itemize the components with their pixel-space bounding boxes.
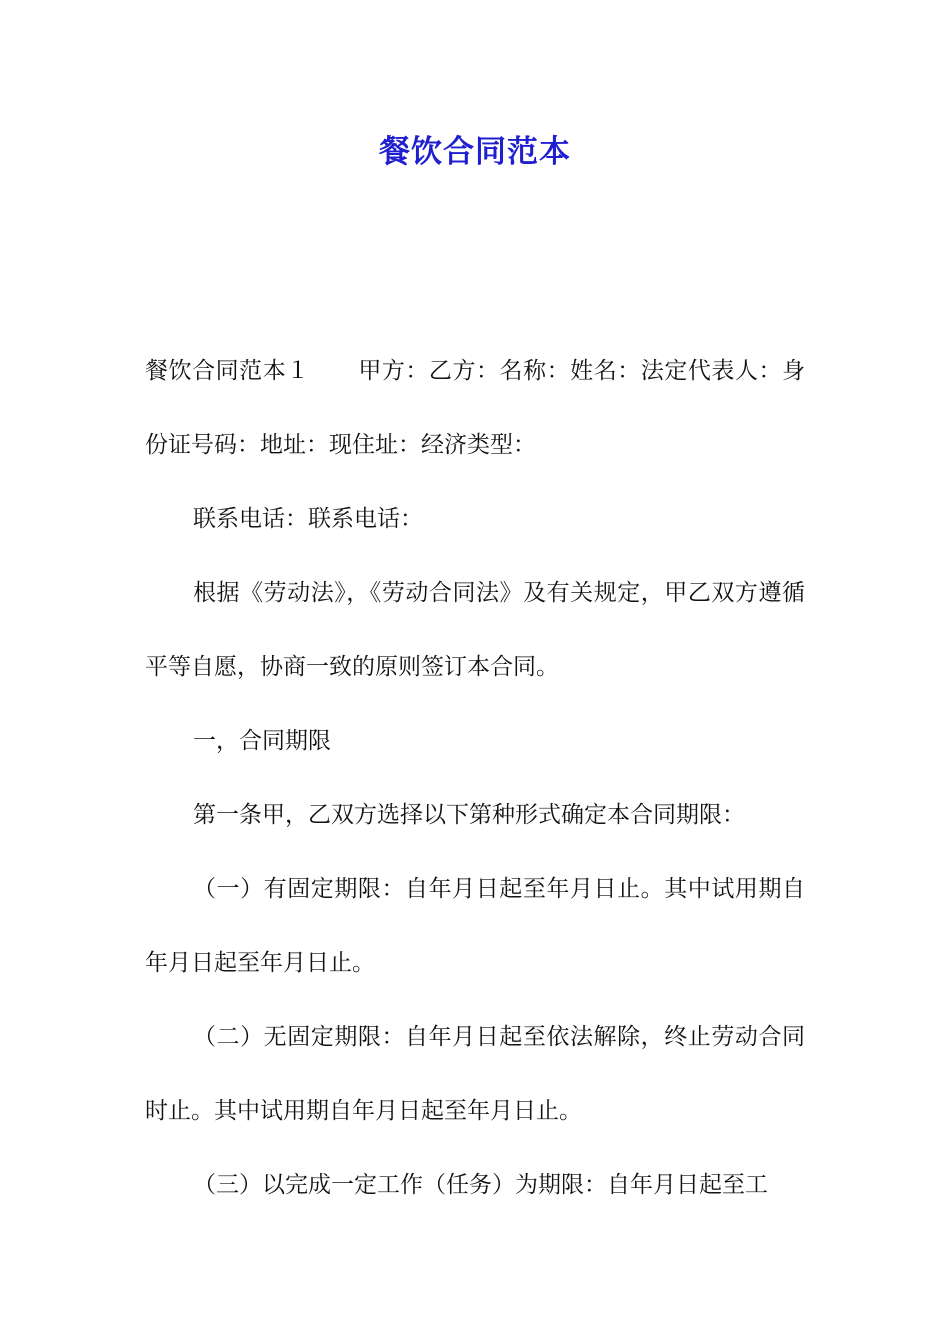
paragraph-parties — [145, 334, 805, 482]
party-fields: 甲方：乙方：名称：姓名：法定代表人：身份证号码：地址：现住址：经济类型： — [145, 358, 806, 458]
paragraph-task-term: （三）以完成一定工作（任务）为期限：自年月日起至工 — [193, 1172, 768, 1198]
paragraph-fixed-term: （一）有固定期限：自年月日起至年月日止。其中试用期自年月日起至年月日止。 — [145, 876, 805, 976]
paragraph-contact: 联系电话：联系电话： — [193, 506, 423, 532]
paragraph-article-one: 第一条甲，乙双方选择以下第种形式确定本合同期限： — [193, 802, 745, 828]
document-title: 餐饮合同范本 — [379, 134, 571, 170]
contract-sample-label: 餐饮合同范本１ — [145, 358, 310, 384]
document-body — [145, 334, 805, 1222]
section-heading-contract-term: 一，合同期限 — [193, 728, 331, 754]
paragraph-open-term: （二）无固定期限：自年月日起至依法解除，终止劳动合同时止。其中试用期自年月日起至年月日止。 — [145, 1024, 805, 1124]
paragraph-legal-basis: 根据《劳动法》，《劳动合同法》及有关规定，甲乙双方遵循平等自愿，协商一致的原则签订本合同。 — [145, 580, 805, 680]
